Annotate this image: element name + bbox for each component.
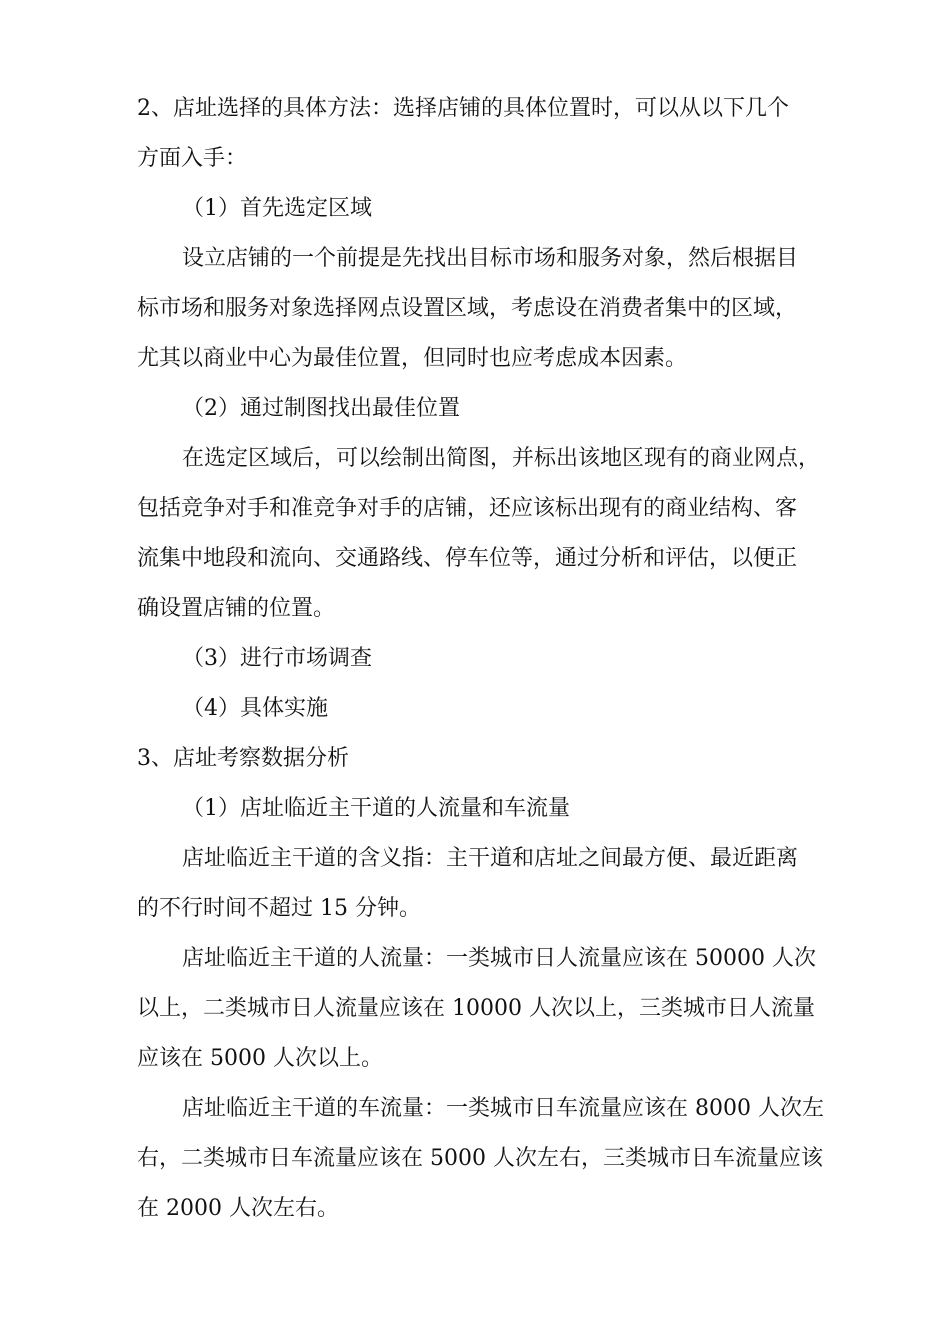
paragraph-line: 流集中地段和流向、交通路线、停车位等，通过分析和评估，以便正	[137, 546, 798, 571]
paragraph-line: 尤其以商业中心为最佳位置，但同时也应考虑成本因素。	[137, 346, 688, 371]
paragraph-line: 店址临近主干道的人流量：一类城市日人流量应该在 50000 人次	[182, 946, 816, 971]
subheading-market-research: （3）进行市场调查	[182, 646, 372, 671]
paragraph-line: 方面入手：	[137, 146, 248, 171]
subheading-implementation: （4）具体实施	[182, 696, 328, 721]
paragraph-line: 在选定区域后，可以绘制出简图，并标出该地区现有的商业网点，	[182, 446, 821, 471]
paragraph-line: 店址临近主干道的含义指：主干道和店址之间最方便、最近距离	[182, 846, 799, 871]
paragraph-line: 包括竞争对手和准竞争对手的店铺，还应该标出现有的商业结构、客	[137, 496, 798, 521]
paragraph-line: 以上，二类城市日人流量应该在 10000 人次以上，三类城市日人流量	[137, 996, 815, 1021]
heading-site-selection-methods: 2、店址选择的具体方法：选择店铺的具体位置时，可以从以下几个	[137, 96, 789, 121]
paragraph-line: 标市场和服务对象选择网点设置区域，考虑设在消费者集中的区域，	[137, 296, 798, 321]
paragraph-line: 店址临近主干道的车流量：一类城市日车流量应该在 8000 人次左	[182, 1096, 824, 1121]
paragraph-line: 确设置店铺的位置。	[137, 596, 336, 621]
paragraph-line: 设立店铺的一个前提是先找出目标市场和服务对象，然后根据目	[182, 246, 799, 271]
subheading-mapping: （2）通过制图找出最佳位置	[182, 396, 460, 421]
paragraph-line: 右，二类城市日车流量应该在 5000 人次左右，三类城市日车流量应该	[137, 1146, 823, 1171]
paragraph-line: 的不行时间不超过 15 分钟。	[137, 896, 421, 921]
heading-data-analysis: 3、店址考察数据分析	[137, 746, 349, 771]
paragraph-line: 在 2000 人次左右。	[137, 1196, 339, 1221]
document-body	[137, 84, 837, 1234]
subheading-select-region: （1）首先选定区域	[182, 196, 372, 221]
subheading-traffic-flow: （1）店址临近主干道的人流量和车流量	[182, 796, 570, 821]
paragraph-line: 应该在 5000 人次以上。	[137, 1046, 383, 1071]
